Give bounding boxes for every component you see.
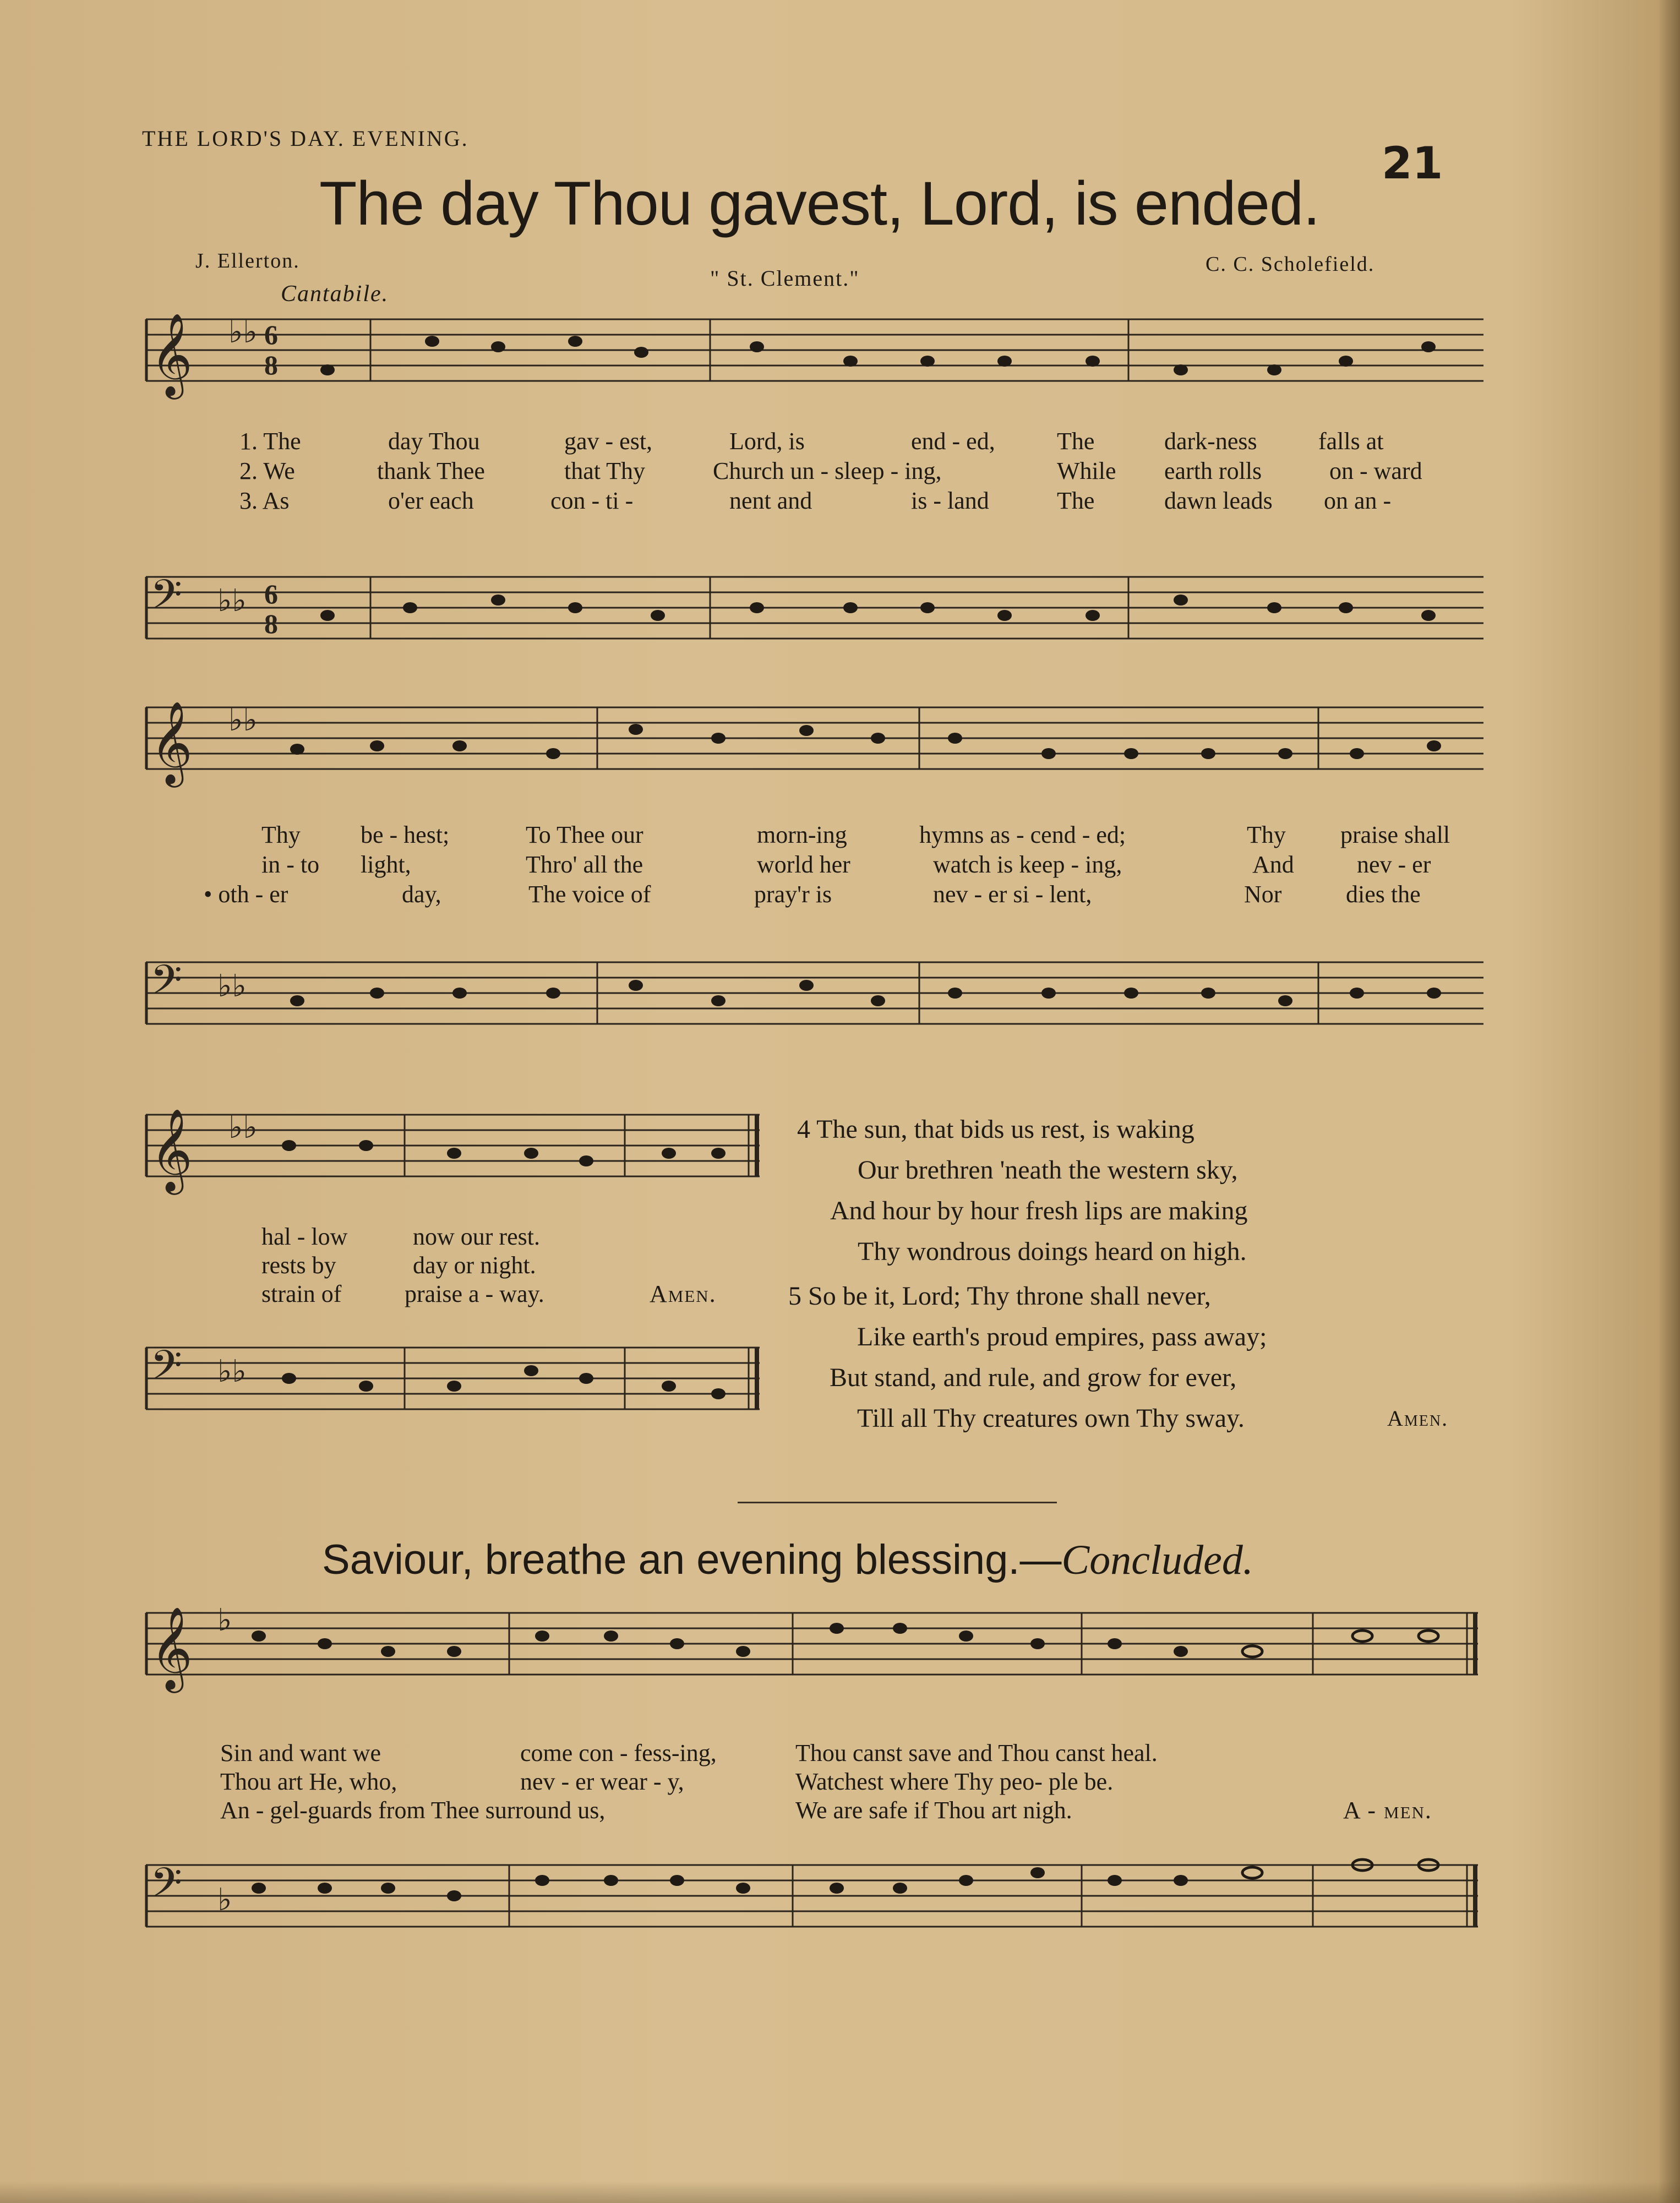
lyric-syllable: day or night. xyxy=(413,1252,536,1279)
lyric-syllable: nev - er si - lent, xyxy=(933,881,1092,908)
svg-text:♭: ♭ xyxy=(217,1604,232,1638)
svg-text:𝄞: 𝄞 xyxy=(150,1606,193,1689)
verse-line: Like earth's proud empires, pass away; xyxy=(857,1322,1267,1351)
tune-name: " St. Clement." xyxy=(710,266,860,291)
svg-text:8: 8 xyxy=(264,350,278,380)
lyric-syllable: on an - xyxy=(1324,487,1392,514)
bass-staff-hymn2 xyxy=(146,1839,1483,1949)
bass-staff-system-2 xyxy=(146,936,1483,1046)
lyric-syllable: While xyxy=(1057,457,1116,484)
lyric-syllable: be - hest; xyxy=(361,821,450,848)
lyric-syllable: We are safe if Thou art nigh. xyxy=(795,1797,1072,1824)
lyric-syllable: 2. We xyxy=(239,457,295,484)
author-credit: J. Ellerton. xyxy=(195,249,300,272)
lyric-syllable: An - gel-guards from Thee surround us, xyxy=(220,1797,606,1824)
lyric-syllable: And xyxy=(1252,851,1294,878)
treble-staff-system-2 xyxy=(146,691,1483,784)
lyric-syllable: 3. As xyxy=(239,487,290,514)
lyric-syllable: hymns as - cend - ed; xyxy=(919,821,1126,848)
lyric-syllable: nev - er wear - y, xyxy=(520,1768,684,1795)
verse-4 xyxy=(797,1109,1248,1272)
lyric-syllable: nent and xyxy=(729,487,812,514)
lyric-syllable: dawn leads xyxy=(1164,487,1273,514)
bass-staff-system-1 xyxy=(146,550,1483,661)
lyric-syllable: gav - est, xyxy=(564,428,653,455)
lyric-syllable: come con - fess-ing, xyxy=(520,1740,717,1766)
lyric-syllable: watch is keep - ing, xyxy=(933,851,1122,878)
verse-5-amen: Amen. xyxy=(1387,1406,1449,1431)
tempo-marking: Cantabile. xyxy=(281,281,389,307)
svg-text:♭♭: ♭♭ xyxy=(217,584,247,618)
lyric-syllable: pray'r is xyxy=(754,881,832,908)
lyric-syllable: in - to xyxy=(261,851,320,878)
lyric-syllable: nev - er xyxy=(1357,851,1431,878)
svg-text:♭♭: ♭♭ xyxy=(217,1355,247,1389)
lyric-syllable: praise a - way. xyxy=(405,1280,544,1307)
svg-text:𝄞: 𝄞 xyxy=(150,700,193,784)
svg-text:8: 8 xyxy=(264,608,278,639)
svg-text:𝄢: 𝄢 xyxy=(150,1342,182,1399)
treble-staff-system-3 xyxy=(146,1098,765,1192)
verse-line: Our brethren 'neath the western sky, xyxy=(858,1155,1238,1185)
lyric-syllable: To Thee our xyxy=(526,821,643,848)
svg-text:𝄢: 𝄢 xyxy=(150,1859,182,1917)
lyric-syllable: Thy xyxy=(261,821,301,848)
section-divider xyxy=(738,1502,1057,1503)
lyric-syllable: is - land xyxy=(911,487,989,514)
bass-staff-system-3 xyxy=(146,1321,765,1431)
lyric-syllable: earth rolls xyxy=(1164,457,1262,484)
verse-5 xyxy=(788,1276,1267,1439)
lyric-syllable: o'er each xyxy=(388,487,474,514)
svg-text:♭♭: ♭♭ xyxy=(228,1111,258,1145)
lyric-syllable: dark-ness xyxy=(1164,428,1257,455)
lyric-syllable: Watchest where Thy peo- ple be. xyxy=(795,1768,1114,1795)
treble-staff-hymn2 xyxy=(146,1596,1483,1690)
amen-label: Amen. xyxy=(650,1280,717,1307)
lyric-syllable: light, xyxy=(361,851,411,878)
lyric-syllable: Lord, is xyxy=(729,428,805,455)
lyric-syllable: dies the xyxy=(1346,881,1421,908)
lyric-syllable: day, xyxy=(402,881,441,908)
lyric-syllable: praise shall xyxy=(1340,821,1450,848)
lyric-syllable: rests by xyxy=(261,1252,336,1279)
composer-credit: C. C. Scholefield. xyxy=(1206,253,1375,276)
lyric-syllable: end - ed, xyxy=(911,428,995,455)
svg-text:6: 6 xyxy=(264,579,278,609)
lyric-syllable: Sin and want we xyxy=(220,1740,381,1766)
lyric-syllable: Thy xyxy=(1247,821,1286,848)
svg-text:♭♭: ♭♭ xyxy=(228,315,258,350)
page-bottom-shadow xyxy=(0,2181,1680,2203)
lyric-syllable: Thou art He, who, xyxy=(220,1768,397,1795)
verse-line: 4 The sun, that bids us rest, is waking xyxy=(797,1115,1194,1144)
running-head: THE LORD'S DAY. EVENING. xyxy=(142,126,469,151)
lyric-syllable: strain of xyxy=(261,1280,342,1307)
lyric-syllable: Thou canst save and Thou canst heal. xyxy=(795,1740,1158,1766)
lyric-syllable: The voice of xyxy=(528,881,651,908)
lyric-syllable: hal - low xyxy=(261,1223,348,1250)
hymn2-title xyxy=(322,1536,1253,1584)
verse-line: But stand, and rule, and grow for ever, xyxy=(830,1363,1237,1392)
lyric-syllable: world her xyxy=(757,851,850,878)
lyric-syllable: day Thou xyxy=(388,428,480,455)
lyric-syllable: morn-ing xyxy=(757,821,847,848)
treble-staff-system-1 xyxy=(146,308,1483,396)
svg-text:𝄢: 𝄢 xyxy=(150,571,182,629)
lyric-syllable: that Thy xyxy=(564,457,646,484)
lyric-syllable: falls at xyxy=(1318,428,1384,455)
svg-text:𝄞: 𝄞 xyxy=(150,1108,193,1191)
svg-text:♭♭: ♭♭ xyxy=(217,969,247,1004)
lyric-syllable: Thro' all the xyxy=(526,851,643,878)
svg-text:♭♭: ♭♭ xyxy=(228,704,258,738)
lyric-syllable: 1. The xyxy=(239,428,301,455)
lyric-syllable: • oth - er xyxy=(204,881,288,908)
lyric-syllable: The xyxy=(1057,428,1095,455)
verse-line: Till all Thy creatures own Thy sway. xyxy=(857,1404,1245,1433)
verse-line: 5 So be it, Lord; Thy throne shall never, xyxy=(788,1282,1211,1311)
page-number: 21 xyxy=(1382,138,1443,189)
verse-line: And hour by hour fresh lips are making xyxy=(830,1196,1248,1225)
verse-line: Thy wondrous doings heard on high. xyxy=(858,1237,1247,1266)
lyric-syllable: thank Thee xyxy=(377,457,485,484)
svg-text:𝄞: 𝄞 xyxy=(150,312,193,396)
svg-text:♭: ♭ xyxy=(217,1883,232,1917)
lyric-syllable: The xyxy=(1057,487,1095,514)
page-edge-shadow xyxy=(1658,0,1680,2203)
lyric-syllable: con - ti - xyxy=(550,487,634,514)
hymn2-title-main: Saviour, breathe an evening blessing.— xyxy=(322,1536,1062,1583)
hymn2-title-concluded: Concluded. xyxy=(1061,1537,1253,1583)
svg-text:6: 6 xyxy=(264,319,278,350)
svg-text:𝄢: 𝄢 xyxy=(150,956,182,1014)
lyric-syllable: Nor xyxy=(1244,881,1282,908)
lyric-syllable: Church un - sleep - ing, xyxy=(713,457,942,484)
hymn2-amen: A - men. xyxy=(1343,1797,1432,1824)
lyric-syllable: now our rest. xyxy=(413,1223,540,1250)
lyric-syllable: on - ward xyxy=(1329,457,1422,484)
hymn-title: The day Thou gavest, Lord, is ended. xyxy=(319,169,1320,238)
